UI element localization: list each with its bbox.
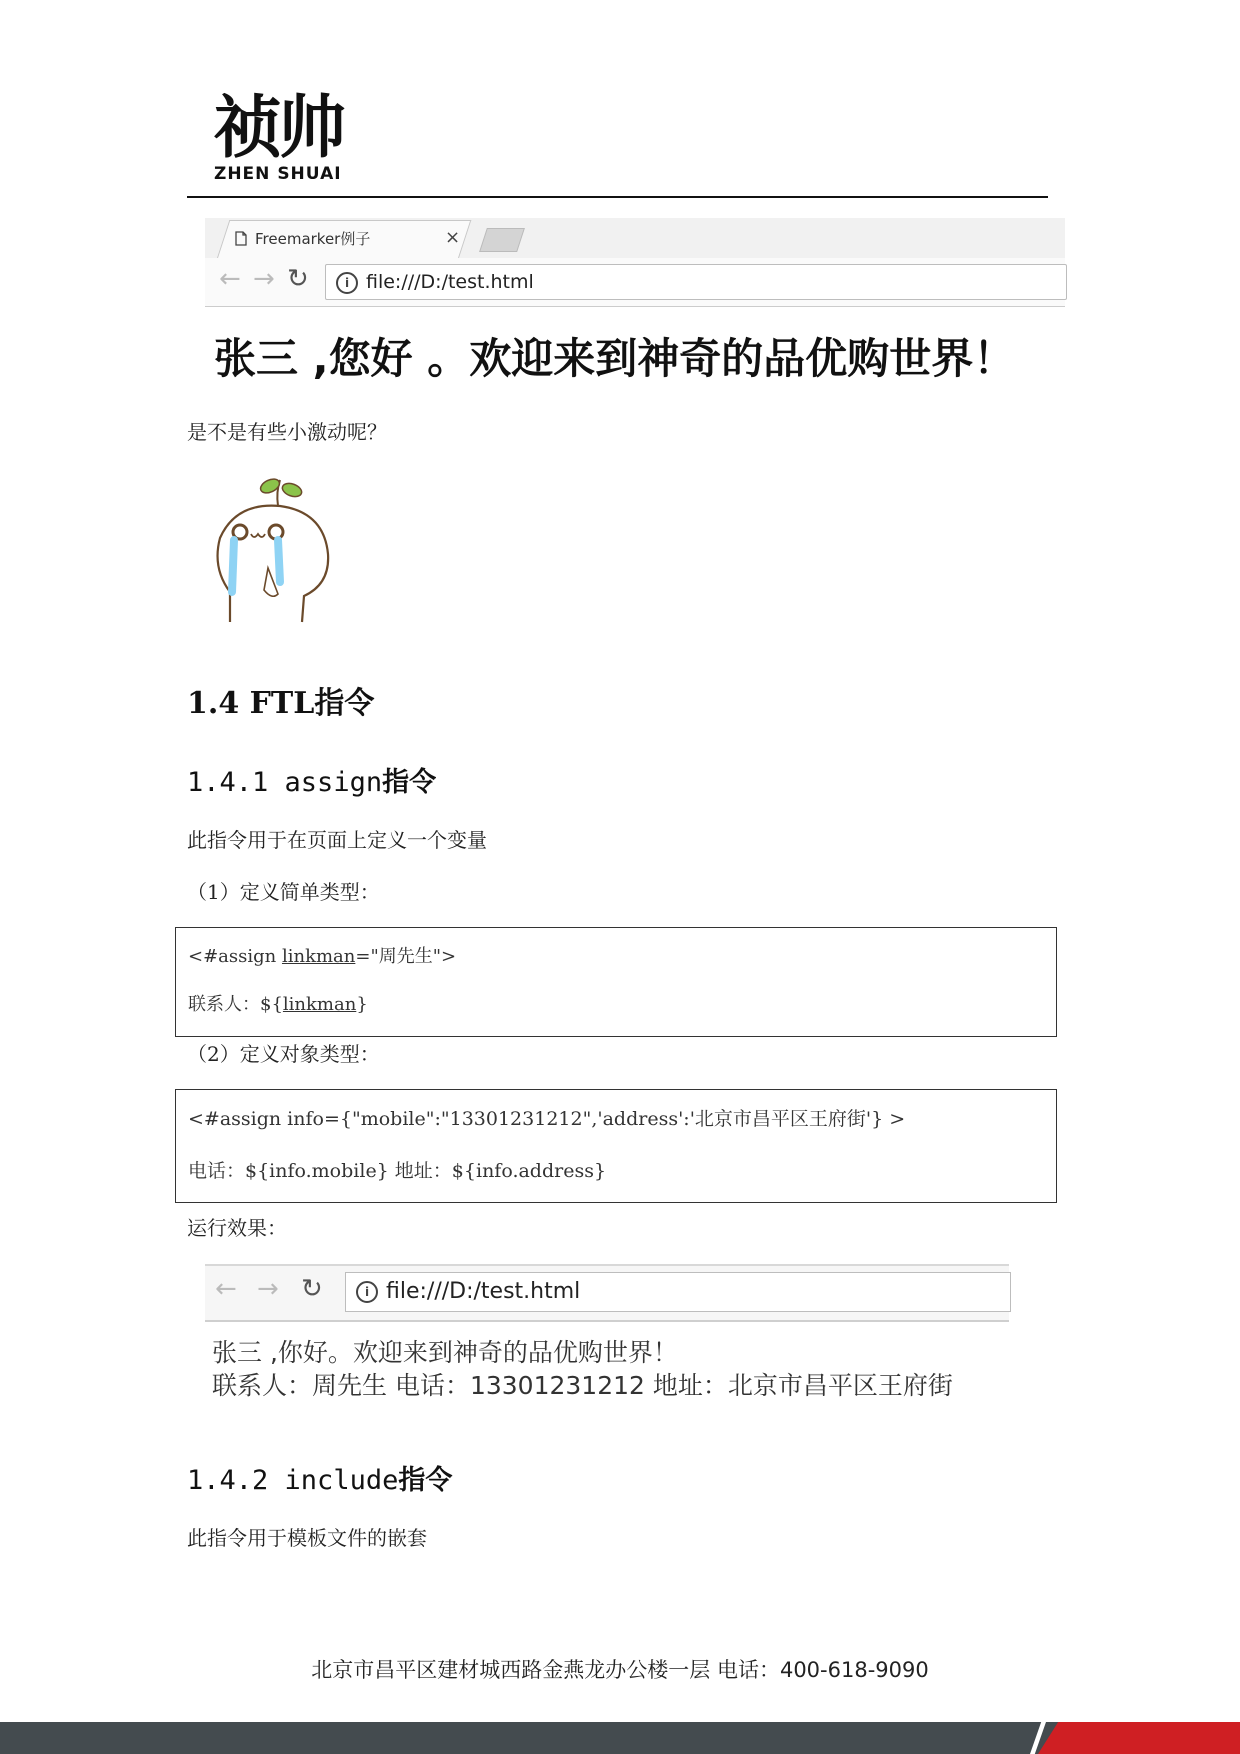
include-description: 此指令用于模板文件的嵌套 (187, 1526, 427, 1550)
forward-arrow-icon: → (253, 264, 275, 294)
browser-toolbar (205, 1264, 1009, 1322)
info-icon: i (356, 1281, 378, 1303)
greeting-large: 张三 ,您好 。欢迎来到神奇的品优购世界！ (214, 334, 1016, 383)
logo-english: ZHEN SHUAI (214, 164, 342, 184)
page-icon (235, 231, 247, 246)
back-arrow-icon: ← (219, 264, 241, 294)
section-heading-1-4-2 (187, 1458, 452, 1497)
heading-number: 1.4.2 (187, 1465, 285, 1496)
heading-number: 1.4.1 (187, 767, 285, 798)
result-line-1: 张三 ,你好。欢迎来到神奇的品优购世界！ (212, 1338, 678, 1367)
code-line (188, 942, 456, 968)
code-text: 联系人：${ (188, 994, 283, 1015)
code-variable: linkman (282, 994, 357, 1015)
simple-type-label: （1）定义简单类型： (187, 880, 380, 904)
back-arrow-icon: ← (215, 1274, 237, 1304)
logo-chinese: 祯帅 (214, 89, 343, 168)
result-line-2: 联系人：周先生 电话：13301231212 地址：北京市昌平区王府街 (212, 1371, 953, 1400)
address-bar-url: file:///D:/test.html (366, 271, 534, 293)
forward-arrow-icon: → (257, 1274, 279, 1304)
new-tab-icon (479, 228, 525, 252)
reload-icon: ↻ (287, 264, 309, 294)
code-text: <#assign (188, 946, 282, 967)
address-bar (345, 1272, 1011, 1312)
footer-accent (1038, 1722, 1240, 1754)
header-divider (187, 196, 1048, 198)
crying-sprout-sticker (206, 472, 342, 628)
info-icon: i (336, 272, 358, 294)
heading-keyword: include (284, 1465, 399, 1496)
code-line: 电话：${info.mobile} 地址：${info.address} (188, 1160, 607, 1182)
heading-suffix: 指令 (382, 767, 437, 798)
run-effect-label: 运行效果： (187, 1216, 287, 1240)
tab-close-icon: × (445, 227, 461, 248)
reload-icon: ↻ (301, 1274, 323, 1304)
object-type-label: （2）定义对象类型： (187, 1042, 380, 1066)
browser-screenshot-top (205, 218, 1065, 308)
address-bar-url: file:///D:/test.html (386, 1279, 581, 1304)
code-text: ="周先生"> (355, 946, 457, 967)
browser-tab-title: Freemarker例子 (255, 230, 371, 248)
company-logo (214, 89, 354, 184)
section-heading-1-4: 1.4 FTL指令 (187, 686, 375, 721)
section-heading-1-4-1 (187, 760, 436, 799)
browser-screenshot-bottom (205, 1264, 1009, 1320)
code-line: <#assign info={"mobile":"13301231212",'address':'北京市昌平区王府街'} > (188, 1108, 906, 1130)
address-bar (325, 264, 1067, 300)
code-block-simple (175, 927, 1057, 1037)
browser-tab-content (235, 228, 370, 249)
footer-address: 北京市昌平区建材城西路金燕龙办公楼一层 电话：400-618-9090 (311, 1658, 929, 1682)
heading-suffix: 指令 (398, 1465, 453, 1496)
code-text: } (356, 994, 368, 1015)
code-variable: linkman (281, 946, 356, 967)
browser-tab-bar (205, 218, 1065, 258)
code-line (188, 990, 368, 1016)
code-block-object (175, 1089, 1057, 1203)
browser-toolbar (205, 258, 1065, 307)
excited-text: 是不是有些小激动呢？ (187, 420, 387, 444)
heading-keyword: assign (284, 767, 383, 798)
assign-description: 此指令用于在页面上定义一个变量 (187, 828, 487, 852)
